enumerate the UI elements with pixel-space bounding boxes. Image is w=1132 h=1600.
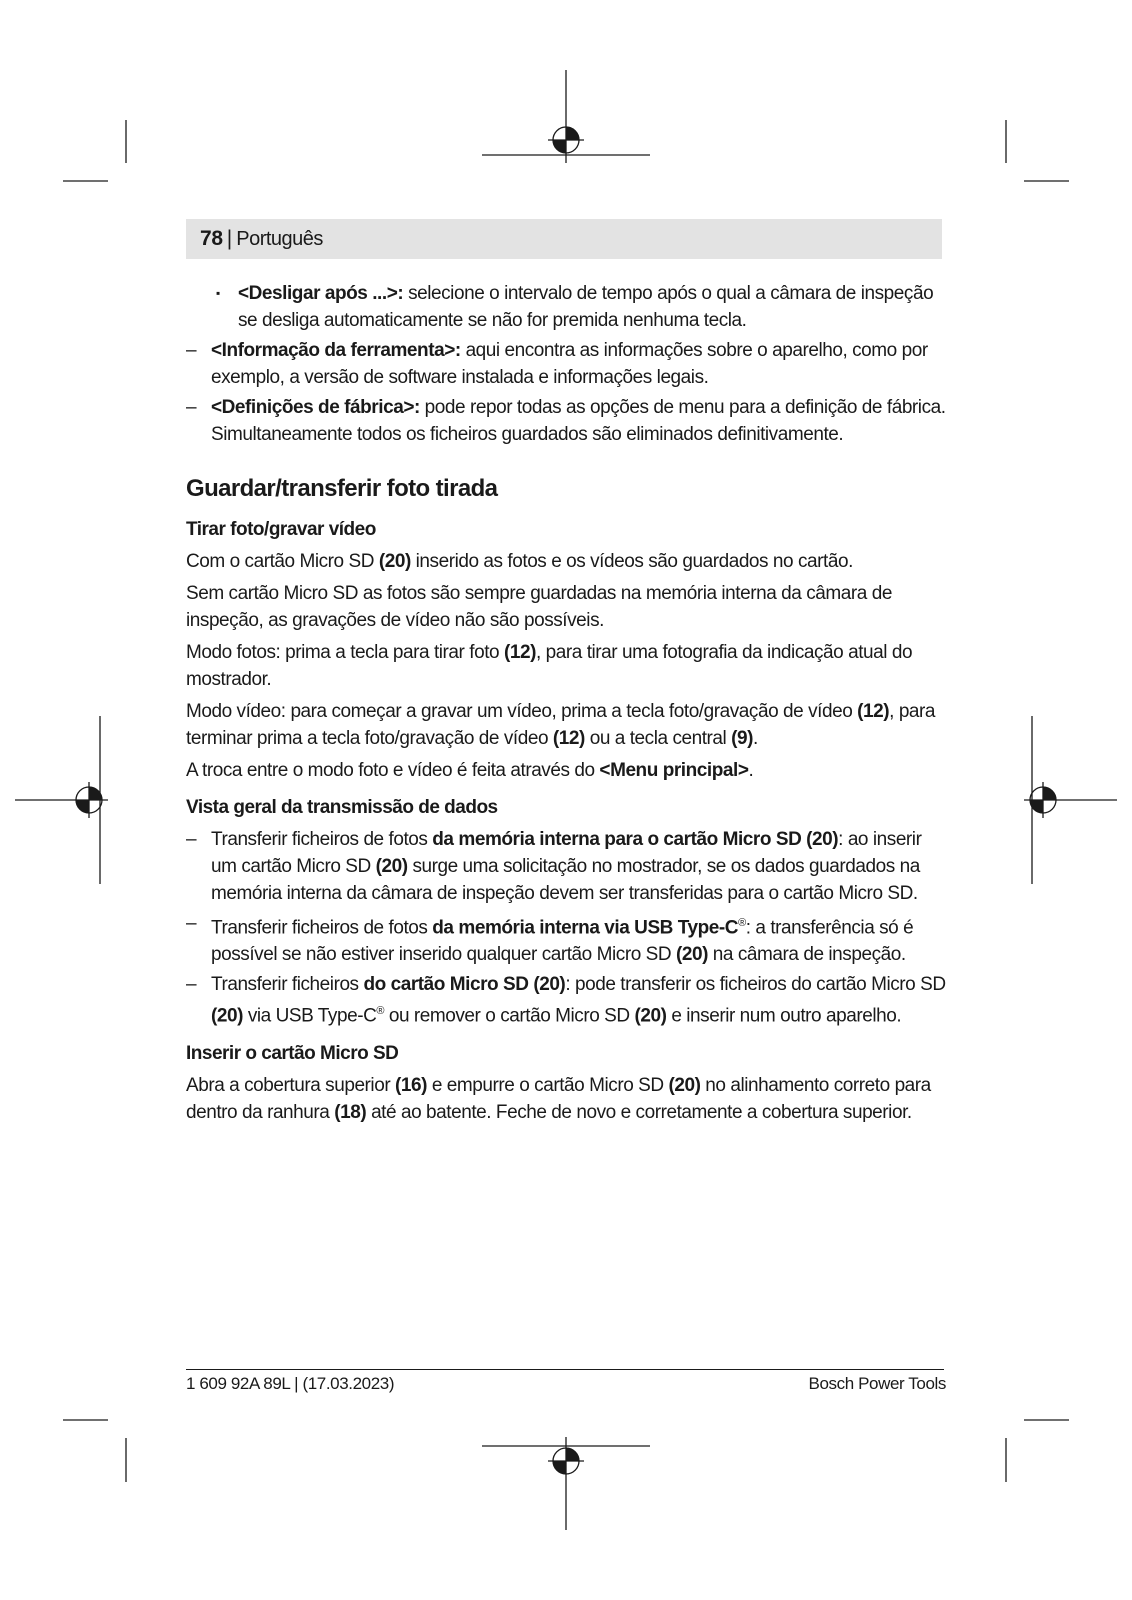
footer-brand: Bosch Power Tools — [808, 1374, 946, 1393]
dash-marker: – — [186, 913, 197, 934]
footer-document-id: 1 609 92A 89L | (17.03.2023) — [186, 1374, 395, 1393]
paragraph: Modo vídeo: para começar a gravar um vídeo, prima a tecla foto/gravação de vídeo (12), para terminar prima a tecla foto/gravação de vídeo (12) ou a tecla central (9). — [186, 701, 936, 749]
subsection-heading-photo: Tirar foto/gravar vídeo — [186, 519, 376, 540]
footer-divider — [186, 1369, 944, 1370]
dash-marker: – — [186, 829, 197, 850]
list-item — [186, 394, 946, 448]
dash-marker: – — [186, 340, 197, 361]
item-text: pode repor todas as opções de menu para a definição de fábrica. Simultaneamente todos os ficheiros guardados são eliminados definitivamente. — [211, 397, 946, 445]
paragraph: A troca entre o modo foto e vídeo é feita através do <Menu principal>. — [186, 760, 754, 781]
paragraph: Sem cartão Micro SD as fotos são sempre guardadas na memória interna da câmara de inspeção, as gravações de vídeo não são possíveis. — [186, 583, 892, 631]
dash-marker: – — [186, 974, 197, 996]
square-bullet-icon: ▪ — [216, 286, 220, 300]
header-language: Português — [236, 227, 323, 250]
list-item: – Transferir ficheiros de fotos da memória interna via USB Type-C®: a transferência só é possível se não estiver inserido qualquer cartão Micro SD (20) na câmara de inspeção. — [186, 910, 946, 968]
subsection-heading-sd-card: Inserir o cartão Micro SD — [186, 1042, 399, 1064]
page-number: 78 — [200, 227, 223, 250]
item-text: selecione o intervalo de tempo após o qual a câmara de inspeção se desliga automaticamente se não for premida nenhuma tecla. — [238, 283, 934, 331]
page-header — [186, 219, 942, 259]
menu-term: <Informação da ferramenta>: — [211, 340, 461, 361]
subsection-heading-transfer: Vista geral da transmissão de dados — [186, 797, 498, 818]
list-item — [186, 337, 946, 391]
menu-term: <Desligar após ...>: — [238, 283, 404, 304]
paragraph: Com o cartão Micro SD (20) inserido as fotos e os vídeos são guardados no cartão. — [186, 551, 853, 572]
menu-options-list — [186, 337, 946, 448]
menu-term: <Definições de fábrica>: — [211, 397, 420, 418]
dash-marker: – — [186, 397, 197, 418]
page-content — [186, 280, 946, 1131]
paragraph: Abra a cobertura superior (16) e empurre o cartão Micro SD (20) no alinhamento correto para dentro da ranhura (18) até ao batente. Feche de novo e corretamente a cobertura superior. — [186, 1074, 931, 1123]
item-text: aqui encontra as informações sobre o aparelho, como por exemplo, a versão de software instalada e informações legais. — [211, 340, 928, 388]
header-separator: | — [226, 227, 233, 250]
transfer-list — [186, 826, 946, 1030]
paragraph: Modo fotos: prima a tecla para tirar foto (12), para tirar uma fotografia da indicação atual do mostrador. — [186, 642, 913, 690]
list-item: – Transferir ficheiros do cartão Micro SD (20): pode transferir os ficheiros do cartão Micro SD (20) via USB Type-C® ou remover o cartão Micro SD (20) e inserir num outro aparelho. — [186, 971, 946, 1029]
section-title: Guardar/transferir foto tirada — [186, 475, 498, 502]
list-item: – Transferir ficheiros de fotos da memória interna para o cartão Micro SD (20): ao inserir um cartão Micro SD (20) surge uma solicitação no mostrador, se os dados guardados na memória interna da câmara de inspeção devem ser transferidas para o cartão Micro SD. — [186, 826, 946, 907]
sub-bullet-item — [186, 280, 946, 334]
